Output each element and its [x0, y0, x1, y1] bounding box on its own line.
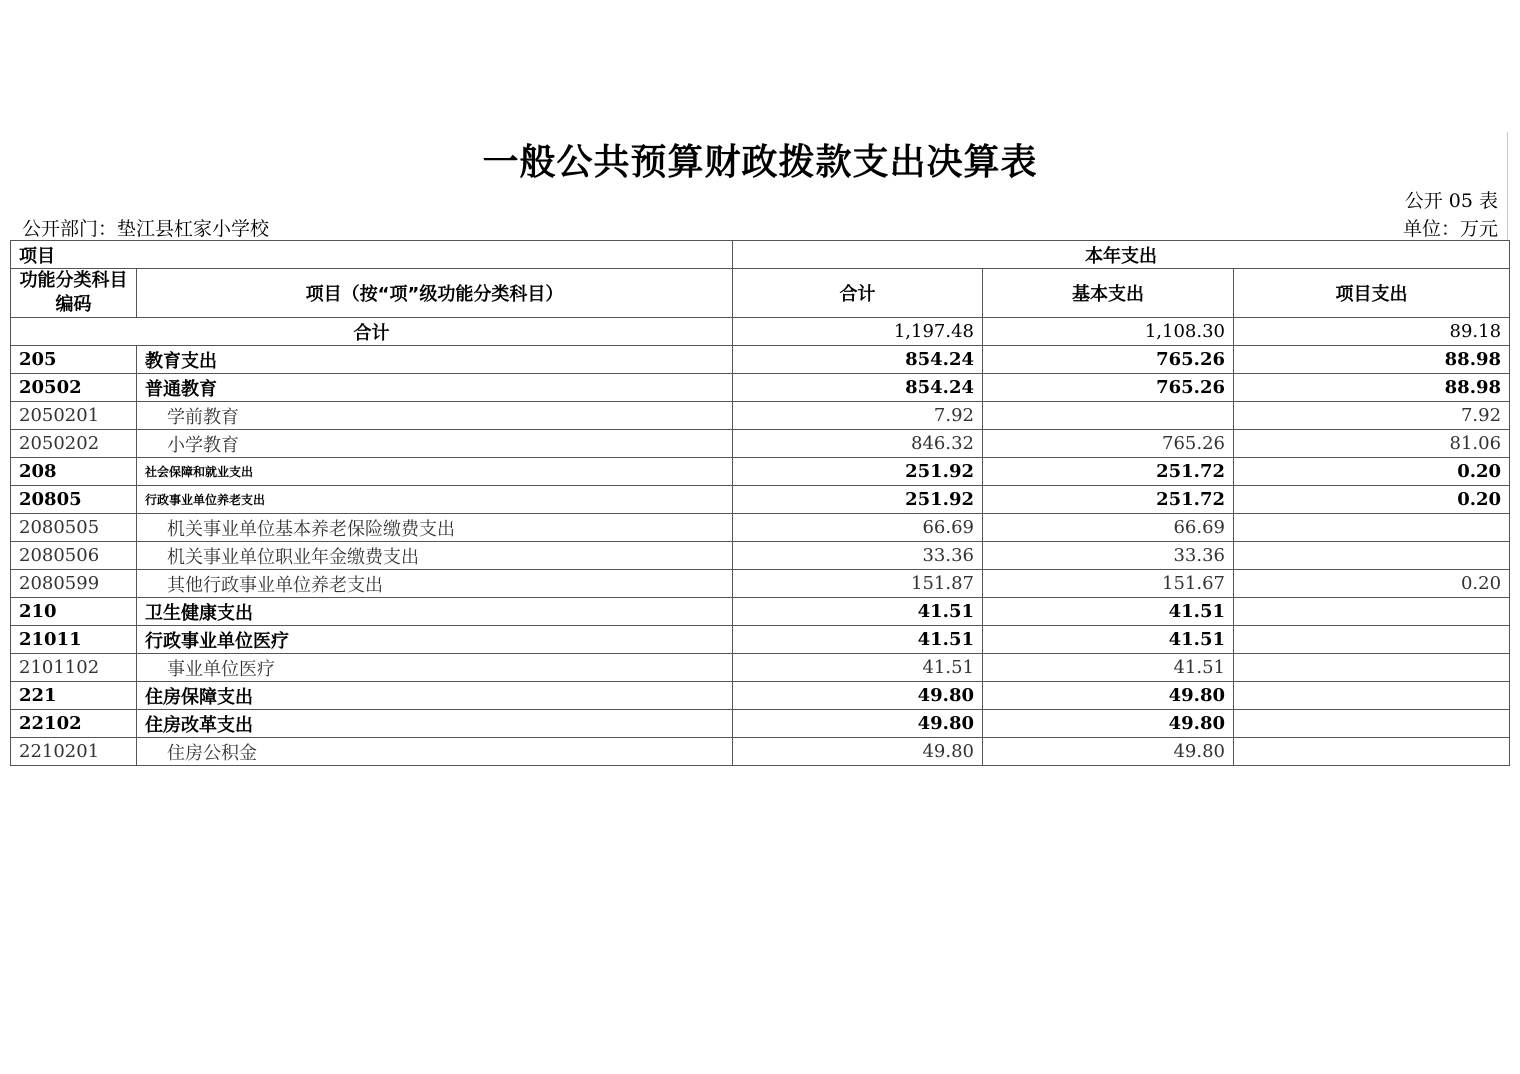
row-code: 2050202	[11, 430, 137, 458]
row-total: 66.69	[733, 514, 983, 542]
total-row	[11, 318, 1510, 346]
row-name: 住房保障支出	[137, 682, 733, 710]
row-name: 社会保障和就业支出	[137, 458, 733, 486]
page-title: 一般公共预算财政拨款支出决算表	[482, 142, 1038, 183]
row-total: 49.80	[733, 710, 983, 738]
row-code: 2210201	[11, 738, 137, 766]
total-label: 合计	[11, 318, 733, 346]
row-basic: 151.67	[983, 570, 1234, 598]
row-code: 221	[11, 682, 137, 710]
table-row	[11, 570, 1510, 598]
row-code: 20805	[11, 486, 137, 514]
row-name: 事业单位医疗	[137, 654, 733, 682]
row-basic: 765.26	[983, 374, 1234, 402]
row-total: 846.32	[733, 430, 983, 458]
row-total: 854.24	[733, 346, 983, 374]
header-project: 项目支出	[1234, 269, 1510, 318]
header-code: 功能分类科目编码	[11, 269, 137, 318]
header-item-name: 项目（按“项”级功能分类科目）	[137, 269, 733, 318]
row-basic: 33.36	[983, 542, 1234, 570]
row-code: 21011	[11, 626, 137, 654]
row-basic: 41.51	[983, 626, 1234, 654]
row-total: 151.87	[733, 570, 983, 598]
row-code: 2080506	[11, 542, 137, 570]
row-total: 49.80	[733, 682, 983, 710]
row-basic: 66.69	[983, 514, 1234, 542]
row-project	[1234, 682, 1510, 710]
table-row	[11, 486, 1510, 514]
table-row	[11, 430, 1510, 458]
row-project	[1234, 514, 1510, 542]
row-total: 49.80	[733, 738, 983, 766]
row-code: 2080505	[11, 514, 137, 542]
table-row	[11, 710, 1510, 738]
row-basic: 765.26	[983, 430, 1234, 458]
header-current-year: 本年支出	[733, 241, 1510, 269]
row-code: 208	[11, 458, 137, 486]
total-basic: 1,108.30	[983, 318, 1234, 346]
row-code: 205	[11, 346, 137, 374]
header-item: 项目	[11, 241, 733, 269]
table-row	[11, 458, 1510, 486]
row-basic: 251.72	[983, 486, 1234, 514]
table-row	[11, 682, 1510, 710]
table-row	[11, 402, 1510, 430]
row-code: 210	[11, 598, 137, 626]
row-total: 33.36	[733, 542, 983, 570]
row-name: 卫生健康支出	[137, 598, 733, 626]
row-code: 22102	[11, 710, 137, 738]
row-basic: 49.80	[983, 710, 1234, 738]
form-number: 公开 05 表	[1404, 190, 1498, 212]
department-label: 公开部门：垫江县杠家小学校	[22, 218, 270, 240]
row-name: 学前教育	[137, 402, 733, 430]
total-project: 89.18	[1234, 318, 1510, 346]
row-total: 251.92	[733, 486, 983, 514]
row-project: 7.92	[1234, 402, 1510, 430]
row-name: 其他行政事业单位养老支出	[137, 570, 733, 598]
row-project: 0.20	[1234, 570, 1510, 598]
header-row-top	[11, 241, 1510, 269]
row-basic: 765.26	[983, 346, 1234, 374]
header-basic: 基本支出	[983, 269, 1234, 318]
row-name: 住房公积金	[137, 738, 733, 766]
row-total: 41.51	[733, 598, 983, 626]
table-row	[11, 346, 1510, 374]
row-total: 41.51	[733, 654, 983, 682]
row-code: 2080599	[11, 570, 137, 598]
total-amount: 1,197.48	[733, 318, 983, 346]
row-code: 20502	[11, 374, 137, 402]
row-total: 41.51	[733, 626, 983, 654]
row-code: 2050201	[11, 402, 137, 430]
row-total: 854.24	[733, 374, 983, 402]
row-project	[1234, 626, 1510, 654]
table-row	[11, 374, 1510, 402]
row-basic: 49.80	[983, 682, 1234, 710]
header-row-columns	[11, 269, 1510, 318]
row-name: 住房改革支出	[137, 710, 733, 738]
table-row	[11, 654, 1510, 682]
header-total: 合计	[733, 269, 983, 318]
table-row	[11, 542, 1510, 570]
row-project: 81.06	[1234, 430, 1510, 458]
row-project: 88.98	[1234, 374, 1510, 402]
row-name: 普通教育	[137, 374, 733, 402]
row-project	[1234, 710, 1510, 738]
row-basic: 41.51	[983, 598, 1234, 626]
table-row	[11, 514, 1510, 542]
table-row	[11, 626, 1510, 654]
row-code: 2101102	[11, 654, 137, 682]
row-project	[1234, 738, 1510, 766]
expenditure-table	[10, 240, 1510, 766]
row-basic	[983, 402, 1234, 430]
row-project	[1234, 598, 1510, 626]
row-project: 0.20	[1234, 458, 1510, 486]
row-project	[1234, 542, 1510, 570]
row-name: 教育支出	[137, 346, 733, 374]
table-row	[11, 598, 1510, 626]
row-total: 251.92	[733, 458, 983, 486]
row-basic: 251.72	[983, 458, 1234, 486]
row-basic: 41.51	[983, 654, 1234, 682]
row-basic: 49.80	[983, 738, 1234, 766]
row-name: 行政事业单位医疗	[137, 626, 733, 654]
row-name: 机关事业单位基本养老保险缴费支出	[137, 514, 733, 542]
row-project: 88.98	[1234, 346, 1510, 374]
row-project: 0.20	[1234, 486, 1510, 514]
row-total: 7.92	[733, 402, 983, 430]
unit-label: 单位：万元	[1402, 218, 1498, 240]
row-project	[1234, 654, 1510, 682]
row-name: 小学教育	[137, 430, 733, 458]
table-row	[11, 738, 1510, 766]
row-name: 机关事业单位职业年金缴费支出	[137, 542, 733, 570]
row-name: 行政事业单位养老支出	[137, 486, 733, 514]
